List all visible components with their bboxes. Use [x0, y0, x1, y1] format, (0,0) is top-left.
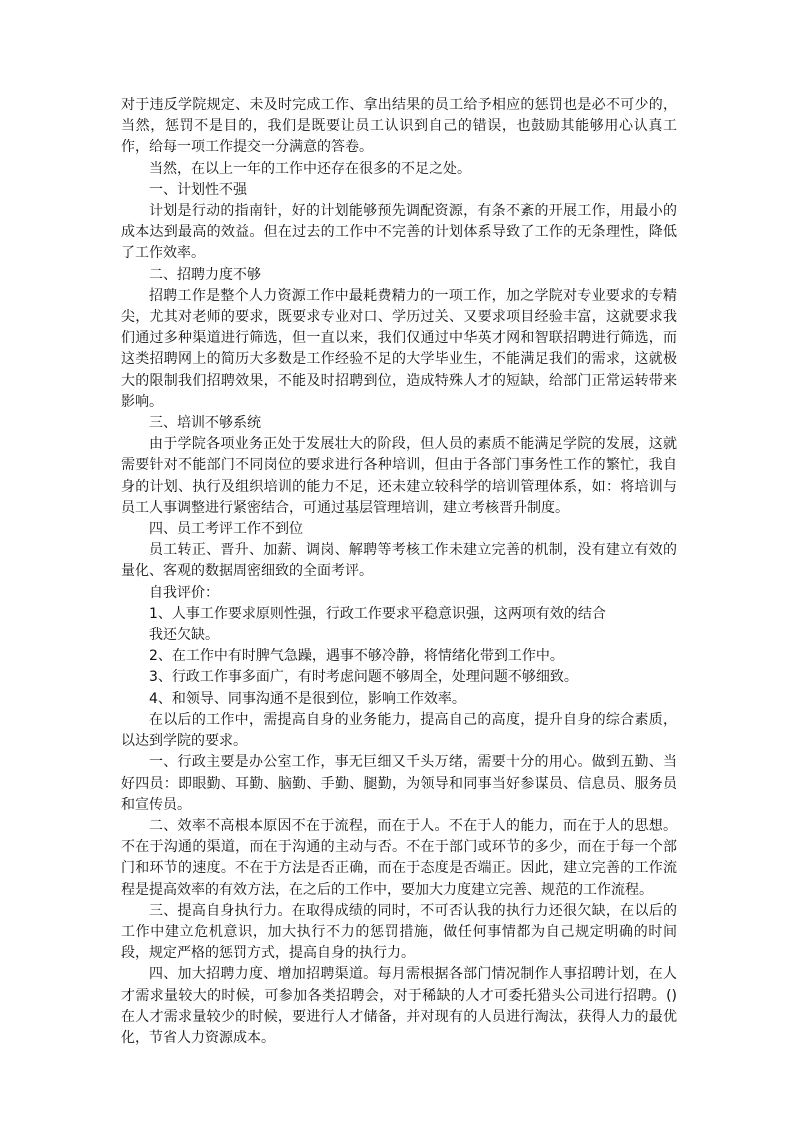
section-heading: 自我评价：	[149, 584, 219, 601]
paragraph: 当然，在以上一年的工作中还存在很多的不足之处。	[149, 160, 471, 177]
paragraph: 三、提高自身执行力。在取得成绩的同时，不可否认我的执行力还很欠缺，在以后的工作中建立危机意识，加大执行不力的惩罚措施，做任何事情都为自己规定明确的时间段，规定严格的惩罚方式，提高自身的执行力。	[121, 902, 677, 962]
paragraph: 我还欠缺。	[149, 627, 219, 644]
list-item: 1、人事工作要求原则性强，行政工作要求平稳意识强，这两项有效的结合	[149, 605, 606, 622]
paragraph: 一、行政主要是办公室工作，事无巨细又千头万绪，需要十分的用心。做到五勤、当好四员：即眼勤、耳勤、脑勤、手勤、腿勤，为领导和同事当好参谋员、信息员、服务员和宣传员。	[121, 754, 677, 813]
section-heading: 一、计划性不强	[149, 181, 247, 198]
paragraph: 二、效率不高根本原因不在于流程，而在于人。不在于人的能力，而在于人的思想。不在于沟通的渠道，而在于沟通的主动与否。不在于部门或环节的多少，而在于每一个部门和环节的速度。不在于方法是否正确，而在于态度是否端正。因此，建立完善的工作流程是提高效率的有效方法，在之后的工作中，要加大力度建立完善、规范的工作流程。	[121, 817, 677, 898]
section-heading: 二、招聘力度不够	[149, 266, 261, 283]
paragraph: 四、加大招聘力度、增加招聘渠道。每月需根据各部门情况制作人事招聘计划，在人才需求量较大的时候，可参加各类招聘会，对于稀缺的人才可委托猎头公司进行招聘。()在人才需求量较少的时候，要进行人才储备，并对现有的人员进行淘汰，获得人力的最优化，节省人力资源成本。	[121, 966, 677, 1046]
paragraph: 计划是行动的指南针，好的计划能够预先调配资源，有条不紊的开展工作，用最小的成本达到最高的效益。但在过去的工作中不完善的计划体系导致了工作的无条理性，降低了工作效率。	[121, 203, 677, 262]
document-body	[121, 95, 677, 1049]
list-item: 3、行政工作事多面广，有时考虑问题不够周全，处理问题不够细致。	[149, 669, 578, 686]
section-heading: 四、员工考评工作不到位	[149, 521, 303, 538]
list-item: 2、在工作中有时脾气急躁，遇事不够冷静，将情绪化带到工作中。	[149, 648, 564, 665]
paragraph: 员工转正、晋升、加薪、调岗、解聘等考核工作未建立完善的机制，没有建立有效的量化、客观的数据周密细致的全面考评。	[121, 542, 677, 580]
paragraph: 招聘工作是整个人力资源工作中最耗费精力的一项工作，加之学院对专业要求的专精尖，尤其对老师的要求，既要求专业对口、学历过关、又要求项目经验丰富，这就要求我们通过多种渠道进行筛选，但一直以来，我们仅通过中华英才网和智联招聘进行筛选，而这类招聘网上的简历大多数是工作经验不足的大学毕业生，不能满足我们的需求，这就极大的限制我们招聘效果，不能及时招聘到位，造成特殊人才的短缺，给部门正常运转带来影响。	[121, 287, 677, 410]
paragraph: 对于违反学院规定、未及时完成工作、拿出结果的员工给予相应的惩罚也是必不可少的，当然，惩罚不是目的，我们是既要让员工认识到自己的错误，也鼓励其能够用心认真工作，给每一项工作提交一分满意的答卷。	[121, 97, 677, 156]
paragraph: 由于学院各项业务正处于发展壮大的阶段，但人员的素质不能满足学院的发展，这就需要针对不能部门不同岗位的要求进行各种培训，但由于各部门事务性工作的繁忙，我自身的计划、执行及组织培训的能力不足，还未建立较科学的培训管理体系，如：将培训与员工人事调整进行紧密结合，可通过基层管理培训，建立考核晋升制度。	[121, 436, 677, 516]
list-item: 4、和领导、同事沟通不是很到位，影响工作效率。	[149, 690, 466, 707]
section-heading: 三、培训不够系统	[149, 415, 261, 432]
paragraph: 在以后的工作中，需提高自身的业务能力，提高自己的高度，提升自身的综合素质，以达到学院的要求。	[121, 711, 677, 750]
